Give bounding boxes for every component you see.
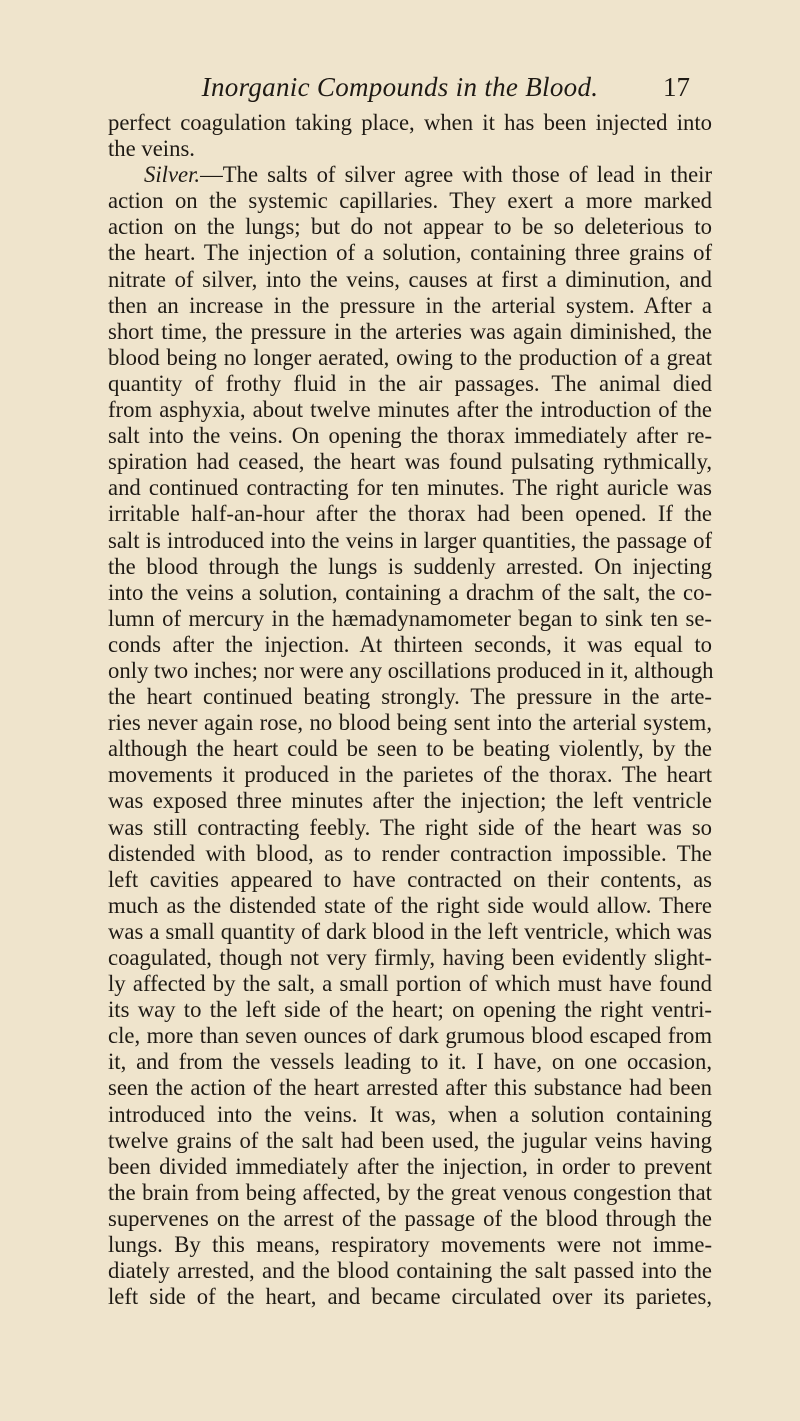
text-line: from asphyxia, about twelve minutes after the introduction of the bbox=[108, 397, 712, 423]
text-line: short time, the pressure in the arteries was again diminished, the bbox=[108, 318, 712, 344]
text-line: its way to the left side of the heart; on opening the right ventri- bbox=[108, 997, 712, 1023]
text-line: the brain from being affected, by the great venous congestion that bbox=[108, 1179, 712, 1205]
text-line: spiration had ceased, the heart was found pulsating rythmically, bbox=[108, 449, 712, 475]
text-line: conds after the injection. At thirteen seconds, it was equal to bbox=[108, 631, 712, 657]
text-line bbox=[108, 162, 712, 188]
text-line: the veins. bbox=[108, 136, 195, 162]
text-line: although the heart could be seen to be beating violently, by the bbox=[108, 736, 712, 762]
text-line: movements it produced in the parietes of the thorax. The heart bbox=[108, 762, 712, 788]
text-line: cle, more than seven ounces of dark grumous blood escaped from bbox=[108, 1023, 712, 1049]
text-line: the heart. The injection of a solution, containing three grains of bbox=[108, 240, 712, 266]
paragraph-silver bbox=[108, 188, 712, 1310]
text-line: quantity of frothy fluid in the air passages. The animal died bbox=[108, 370, 712, 396]
text-line: diately arrested, and the blood containing the salt passed into the bbox=[108, 1258, 712, 1284]
text-line: left cavities appeared to have contracted on their contents, as bbox=[108, 866, 712, 892]
text-line: then an increase in the pressure in the arterial system. After a bbox=[108, 292, 712, 318]
body-text bbox=[108, 110, 712, 1310]
page-number: 17 bbox=[663, 72, 690, 102]
text-line: into the veins a solution, containing a drachm of the salt, the co- bbox=[108, 579, 712, 605]
text-line: action on the systemic capillaries. They exert a more marked bbox=[108, 188, 712, 214]
text-line: salt is introduced into the veins in larger quantities, the passage of bbox=[108, 527, 712, 553]
text-line: the blood through the lungs is suddenly arrested. On injecting bbox=[108, 553, 712, 579]
text-line: seen the action of the heart arrested after this substance had been bbox=[108, 1075, 712, 1101]
text-line: perfect coagulation taking place, when it has been injected into bbox=[108, 110, 712, 135]
text-line: supervenes on the arrest of the passage of the blood through the bbox=[108, 1205, 712, 1231]
running-head bbox=[0, 72, 800, 112]
text-line: was still contracting feebly. The right side of the heart was so bbox=[108, 814, 712, 840]
text-line: much as the distended state of the right side would allow. There bbox=[108, 892, 712, 918]
text-line: introduced into the veins. It was, when a solution containing bbox=[108, 1101, 712, 1127]
text-line: action on the lungs; but do not appear to be so deleterious to bbox=[108, 214, 712, 240]
text-line: salt into the veins. On opening the thorax immediately after re- bbox=[108, 423, 712, 449]
section-heading-silver: Silver. bbox=[144, 162, 201, 188]
text-line: the heart continued beating strongly. The pressure in the arte- bbox=[108, 684, 712, 710]
text-line: and continued contracting for ten minutes. The right auricle was bbox=[108, 475, 712, 501]
text-line: been divided immediately after the injection, in order to prevent bbox=[108, 1153, 712, 1179]
text-line: lumn of mercury in the hæmadynamometer began to sink ten se- bbox=[108, 605, 712, 631]
text-line: ly affected by the salt, a small portion of which must have found bbox=[108, 971, 712, 997]
text-line: ries never again rose, no blood being sent into the arterial system, bbox=[108, 710, 712, 736]
text-line: irritable half-an-hour after the thorax had been opened. If the bbox=[108, 501, 712, 527]
text-line: blood being no longer aerated, owing to the production of a great bbox=[108, 344, 712, 370]
text-line: coagulated, though not very firmly, having been evidently slight- bbox=[108, 945, 712, 970]
text-line: was a small quantity of dark blood in the left ventricle, which was bbox=[108, 918, 712, 944]
text-line-continuation: —The salts of silver agree with those of lead in their bbox=[200, 162, 712, 188]
text-line: nitrate of silver, into the veins, causes at first a diminution, and bbox=[108, 266, 712, 292]
text-line: distended with blood, as to render contraction impossible. The bbox=[108, 840, 712, 866]
text-line: twelve grains of the salt had been used, the jugular veins having bbox=[108, 1127, 712, 1153]
running-title: Inorganic Compounds in the Blood. bbox=[201, 72, 599, 102]
text-line: lungs. By this means, respiratory movements were not imme- bbox=[108, 1232, 712, 1258]
text-line: only two inches; nor were any oscillations produced in it, although bbox=[108, 657, 714, 683]
text-line: left side of the heart, and became circulated over its parietes, bbox=[108, 1284, 712, 1310]
text-line: it, and from the vessels leading to it. I have, on one occasion, bbox=[108, 1049, 712, 1075]
text-line: was exposed three minutes after the injection; the left ventricle bbox=[108, 788, 712, 814]
